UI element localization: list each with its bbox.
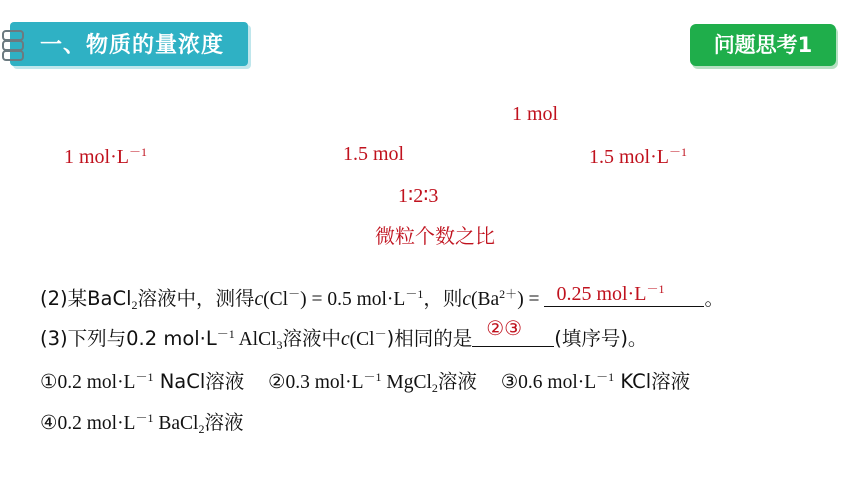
section-banner <box>10 22 248 66</box>
options-row-1 <box>40 366 690 396</box>
answer-concentration-1: 1 $mol\cdot L^{-1}$ <box>64 145 148 168</box>
answer-blank-3 <box>472 316 554 347</box>
question-3: (3)下列与0.2 $mol\cdot L^{-1}$ AlCl$_3$溶液中c(Cl－)相同的是 ②③ (填序号)。 <box>40 316 648 352</box>
answer-concentration-2: 1.5 $mol\cdot L^{-1}$ <box>589 145 688 168</box>
answer-ratio-note: 微粒个数之比 <box>375 224 495 248</box>
section-title: 一、物质的量浓度 <box>40 33 225 58</box>
binder-rings-icon <box>2 26 22 62</box>
answer-q2: 0.25 $mol\cdot L^{-1}$ <box>556 282 665 305</box>
answer-q3: ②③ <box>486 316 523 340</box>
option-4: ④0.2 $mol\cdot L^{-1}$ BaCl$_2$溶液 <box>40 411 244 436</box>
question-badge: 问题思考1 <box>690 24 836 66</box>
answer-blank-2 <box>544 282 704 307</box>
answer-amount: 1 mol <box>512 103 559 125</box>
answer-ratio: 1∶2∶3 <box>398 185 439 207</box>
option-1: ①0.2 $mol\cdot L^{-1}$ NaCl溶液 <box>40 370 245 393</box>
option-3: ③0.6 $mol\cdot L^{-1}$ KCl溶液 <box>500 370 691 393</box>
question-2: (2)某BaCl$_2$溶液中，测得c(Cl－) = 0.5 $mol\cdot L^{-1}$，则$c(Ba^{2+})$ = 0.25 $mol\cdot L^{-1}$ 。 <box>40 282 724 312</box>
option-2: ②0.3 $mol\cdot L^{-1}$ MgCl$_2$溶液 <box>268 370 477 395</box>
options-row-2 <box>40 407 243 437</box>
answer-amount-2: 1.5 mol <box>343 143 405 165</box>
